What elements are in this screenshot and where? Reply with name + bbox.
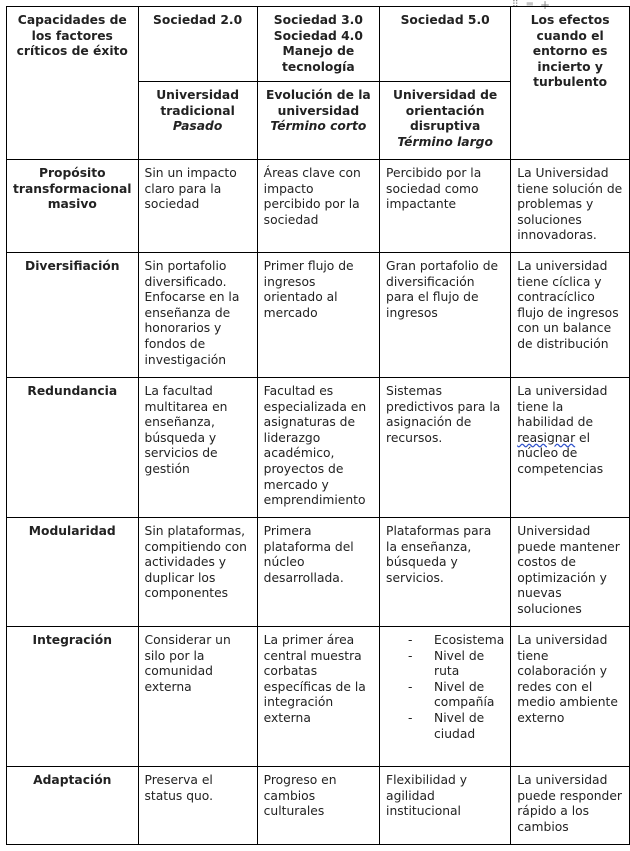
list-item-text: Nivel de ciudad xyxy=(434,710,485,741)
table-cell: Gran portafolio de diversificación para el flujo de ingresos xyxy=(380,253,511,378)
row-label: Modularidad xyxy=(7,518,139,627)
table-cell: Flexibilidad y agilidad institucional xyxy=(380,767,511,845)
row-label: Propósito transformacional masivo xyxy=(7,160,139,253)
subheader-1-term: Pasado xyxy=(172,119,223,134)
table-cell: Percibido por la sociedad como impactante xyxy=(380,160,511,253)
add-icon[interactable]: + xyxy=(539,0,551,12)
list-item: - Nivel de compañía xyxy=(386,680,504,711)
list-item-text: Ecosistema xyxy=(434,633,505,647)
subheader-evolucion xyxy=(257,82,379,160)
table-cell: Sin plataformas, compitiendo con actividades y duplicar los componentes xyxy=(138,518,257,627)
row-label: Redundancia xyxy=(7,378,139,518)
table-cell xyxy=(511,378,630,518)
table-cell: La universidad tiene colaboración y redes con el medio ambiente externo xyxy=(511,627,630,767)
header-capacidades-text: Capacidades de los factores críticos de éxito xyxy=(16,13,128,59)
table-cell: Áreas clave con impacto percibido por la sociedad xyxy=(257,160,379,253)
table-cell: Sistemas predictivos para la asignación de recursos. xyxy=(380,378,511,518)
header-sociedad-3-4 xyxy=(257,7,379,82)
header-efectos-text: Los efectos cuando el entorno es incierto y turbulento xyxy=(530,13,610,90)
table-row xyxy=(7,767,630,845)
row-label: Adaptación xyxy=(7,767,139,845)
header-sociedad-5-text: Sociedad 5.0 xyxy=(400,13,490,27)
table-cell: La primer área central muestra corbatas específicas de la integración externa xyxy=(257,627,379,767)
bullet-list xyxy=(386,633,504,742)
header-efectos xyxy=(511,7,630,160)
table-cell: La universidad tiene cíclica y contracíclico flujo de ingresos con un balance de distribución xyxy=(511,253,630,378)
list-item-text: Nivel de ruta xyxy=(434,648,485,679)
table-cell: Sin portafolio diversificado. Enfocarse en la enseñanza de honorarios y fondos de investigación xyxy=(138,253,257,378)
list-item: - Nivel de ruta xyxy=(386,649,504,680)
subheader-2-term: Término corto xyxy=(270,119,367,134)
subheader-2-title: Evolución de la universidad xyxy=(265,88,371,118)
menu-lines-icon[interactable]: ≡ xyxy=(525,0,534,11)
table-cell: Primera plataforma del núcleo desarrollada. xyxy=(257,518,379,627)
row-label: Integración xyxy=(7,627,139,767)
header-capacidades xyxy=(7,7,139,160)
table-cell: Plataformas para la enseñanza, búsqueda y servicios. xyxy=(380,518,511,627)
table-cell xyxy=(380,627,511,767)
subheader-1-title: Universidad tradicional xyxy=(156,88,239,118)
list-item-text: Nivel de compañía xyxy=(434,679,495,710)
table-cell: Preserva el status quo. xyxy=(138,767,257,845)
row-label: Diversifiación xyxy=(7,253,139,378)
table-cell: Progreso en cambios culturales xyxy=(257,767,379,845)
table-cell: Facultad es especializada en asignaturas de liderazgo académico, proyectos de mercado y emprendimiento xyxy=(257,378,379,518)
table-cell: Universidad puede mantener costos de optimización y nuevas soluciones xyxy=(511,518,630,627)
table-cell: La facultad multitarea en enseñanza, búsqueda y servicios de gestión xyxy=(138,378,257,518)
table-cell: Considerar un silo por la comunidad externa xyxy=(138,627,257,767)
cell-text: La universidad tiene la habilidad de xyxy=(517,384,608,430)
list-item: - Ecosistema xyxy=(408,633,505,647)
table-row xyxy=(7,160,630,253)
subheader-3-title: Universidad de orientación disruptiva xyxy=(393,88,498,134)
header-sociedad-2-text: Sociedad 2.0 xyxy=(153,13,243,27)
table-row xyxy=(7,253,630,378)
spellcheck-word[interactable]: reasignar xyxy=(517,430,576,445)
table-row xyxy=(7,378,630,518)
subheader-3-term: Término largo xyxy=(397,134,493,149)
table-cell: Sin un impacto claro para la sociedad xyxy=(138,160,257,253)
drag-handle-icon[interactable]: ⠿ xyxy=(512,0,520,10)
header-sociedad-2 xyxy=(138,7,257,82)
subheader-disruptiva xyxy=(380,82,511,160)
subheader-universidad-tradicional xyxy=(138,82,257,160)
header-sociedad-3-4-text: Sociedad 3.0 Sociedad 4.0 Manejo de tecnología xyxy=(273,13,363,74)
header-sociedad-5 xyxy=(380,7,511,82)
list-item: - Nivel de ciudad xyxy=(386,711,504,742)
table-cell: Primer flujo de ingresos orientado al mercado xyxy=(257,253,379,378)
success-factors-table xyxy=(6,6,630,845)
table-row xyxy=(7,627,630,767)
cell-text: el núcleo de competencias xyxy=(517,430,604,476)
table-row xyxy=(7,518,630,627)
table-cell: La universidad puede responder rápido a los cambios xyxy=(511,767,630,845)
table-cell: La Universidad tiene solución de problemas y soluciones innovadoras. xyxy=(511,160,630,253)
